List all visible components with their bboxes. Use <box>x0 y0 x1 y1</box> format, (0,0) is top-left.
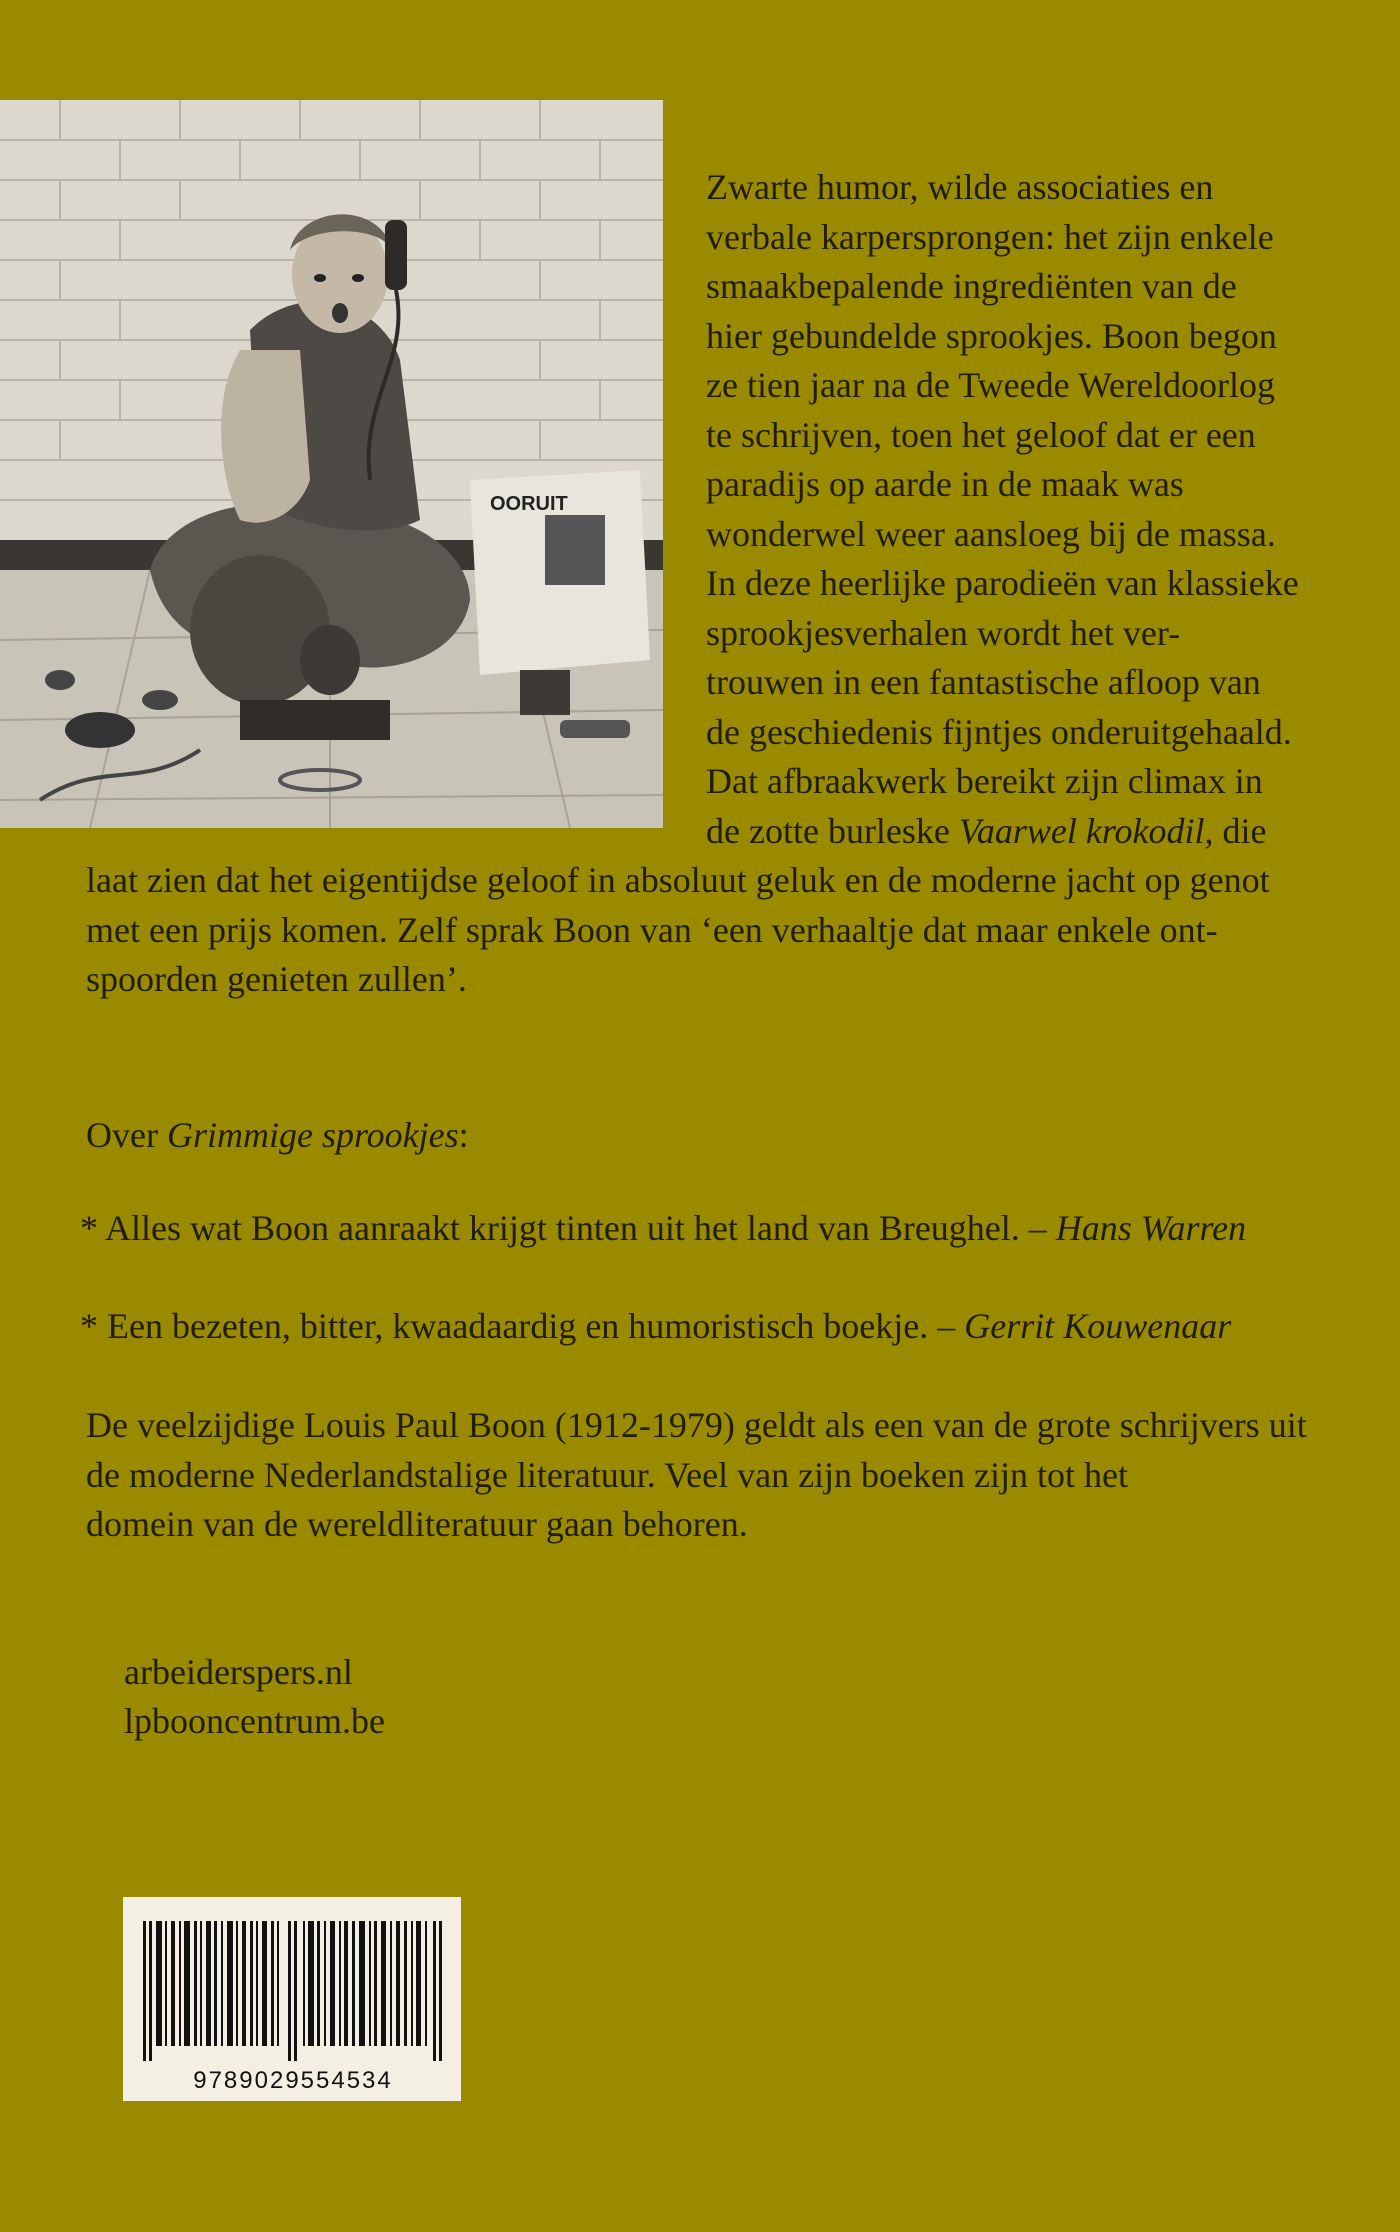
blurb-line: Dat afbraakwerk bereikt zijn climax in <box>706 761 1263 801</box>
quote-author: Hans Warren <box>1055 1208 1247 1248</box>
website-links <box>124 1648 385 1746</box>
quote-text: * Alles wat Boon aanraakt krijgt tinten uit het land van Breughel. – <box>80 1208 1056 1248</box>
photo-illustration <box>0 100 663 828</box>
blurb-text: de zotte burleske <box>706 810 959 851</box>
blurb-line: laat zien dat het eigentijdse geloof in absoluut geluk en de moderne jacht op genot <box>86 860 1270 900</box>
author-bio <box>86 1401 1307 1550</box>
blurb-text-column <box>706 163 1299 856</box>
bio-line: De veelzijdige Louis Paul Boon (1912-1979) geldt als een van de grote schrijvers uit <box>86 1405 1307 1445</box>
blurb-line: de geschiedenis fijntjes onderuitgehaald. <box>706 711 1292 752</box>
blurb-line: verbale karpersprongen: het zijn enkele <box>706 216 1274 257</box>
review-quote <box>80 1207 1246 1249</box>
blurb-line: ze tien jaar na de Tweede Wereldoorlog <box>706 365 1275 405</box>
publisher-url[interactable]: arbeiderspers.nl <box>124 1652 353 1692</box>
review-quote <box>80 1305 1231 1347</box>
newspaper-masthead: OORUIT <box>490 493 568 515</box>
blurb-line: trouwen in een fantastische afloop van <box>706 662 1261 702</box>
boon-centre-url[interactable]: lpbooncentrum.be <box>124 1701 385 1741</box>
blurb-line: te schrijven, toen het geloof dat er een <box>706 414 1256 455</box>
barcode-bars <box>143 1921 443 2061</box>
blurb-line: Zwarte humor, wilde associaties en <box>706 167 1214 207</box>
blurb-line: sprookjesverhalen wordt het ver- <box>706 612 1181 653</box>
blurb-line-with-title <box>706 807 1299 857</box>
bio-line: domein van de wereldliteratuur gaan behoren. <box>86 1504 748 1544</box>
book-title: Grimmige sprookjes <box>166 1115 459 1155</box>
blurb-line: met een prijs komen. Zelf sprak Boon van ‘een verhaaltje dat maar enkele ont- <box>86 909 1218 950</box>
reviews-heading-prefix: Over <box>86 1115 167 1155</box>
reviews-heading-suffix: : <box>458 1115 469 1155</box>
isbn-number: 9789029554534 <box>193 2067 393 2094</box>
bio-line: de moderne Nederlandstalige literatuur. Veel van zijn boeken zijn tot het <box>86 1454 1128 1495</box>
blurb-line: paradijs op aarde in de maak was <box>706 464 1184 504</box>
quote-text: * Een bezeten, bitter, kwaadaardig en humoristisch boekje. – <box>80 1306 965 1346</box>
story-title: Vaarwel krokodil, <box>958 810 1214 851</box>
blurb-line: hier gebundelde sprookjes. Boon begon <box>706 315 1277 356</box>
reviews-heading <box>86 1114 469 1156</box>
blurb-text: die <box>1213 810 1267 851</box>
blurb-line: spoorden genieten zullen’. <box>86 959 467 999</box>
blurb-line: In deze heerlijke parodieën van klassieke <box>706 563 1299 603</box>
blurb-text-full <box>86 856 1270 1005</box>
blurb-line: wonderwel weer aansloeg bij de massa. <box>706 513 1276 554</box>
blurb-line: smaakbepalende ingrediënten van de <box>706 266 1237 306</box>
author-photo <box>0 100 663 828</box>
barcode <box>123 1897 461 2101</box>
quote-author: Gerrit Kouwenaar <box>964 1306 1232 1346</box>
